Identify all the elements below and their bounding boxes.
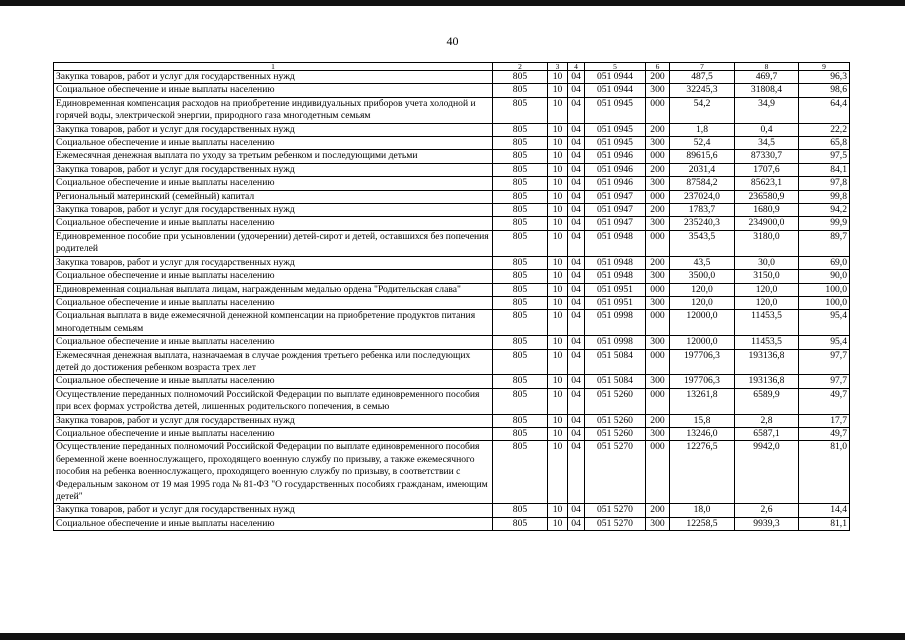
scan-edge-top bbox=[0, 0, 905, 6]
row-name: Закупка товаров, работ и услуг для государственных нужд bbox=[54, 123, 493, 136]
execution-percent: 17,7 bbox=[799, 414, 850, 427]
expense-type-code: 200 bbox=[646, 256, 670, 269]
execution-percent: 99,9 bbox=[799, 217, 850, 230]
table-row bbox=[54, 336, 850, 349]
column-number: 7 bbox=[670, 63, 735, 71]
target-item-code: 051 0944 bbox=[585, 84, 646, 97]
table-row bbox=[54, 190, 850, 203]
expense-type-code: 000 bbox=[646, 150, 670, 163]
execution-percent: 49,7 bbox=[799, 388, 850, 414]
expense-type-code: 300 bbox=[646, 427, 670, 440]
table-row bbox=[54, 177, 850, 190]
execution-percent: 22,2 bbox=[799, 123, 850, 136]
ved-code: 805 bbox=[493, 84, 548, 97]
expense-type-code: 200 bbox=[646, 163, 670, 176]
target-item-code: 051 0948 bbox=[585, 270, 646, 283]
table-row bbox=[54, 217, 850, 230]
planned-amount: 52,4 bbox=[670, 137, 735, 150]
section-code: 10 bbox=[548, 97, 568, 123]
actual-amount: 120,0 bbox=[735, 296, 799, 309]
table-row bbox=[54, 256, 850, 269]
scan-edge-bottom bbox=[0, 633, 905, 640]
section-code: 10 bbox=[548, 230, 568, 256]
target-item-code: 051 0946 bbox=[585, 163, 646, 176]
section-code: 10 bbox=[548, 177, 568, 190]
execution-percent: 81,0 bbox=[799, 441, 850, 504]
execution-percent: 99,8 bbox=[799, 190, 850, 203]
expense-type-code: 200 bbox=[646, 504, 670, 517]
target-item-code: 051 5260 bbox=[585, 414, 646, 427]
section-code: 10 bbox=[548, 336, 568, 349]
row-name: Единовременное пособие при усыновлении (удочерении) детей-сирот и детей, оставшихся без попечения родителей bbox=[54, 230, 493, 256]
planned-amount: 487,5 bbox=[670, 71, 735, 84]
expense-type-code: 300 bbox=[646, 336, 670, 349]
expense-type-code: 000 bbox=[646, 388, 670, 414]
row-name: Закупка товаров, работ и услуг для государственных нужд bbox=[54, 163, 493, 176]
target-item-code: 051 0946 bbox=[585, 177, 646, 190]
row-name: Осуществление переданных полномочий Российской Федерации по выплате единовременного пособия при всех формах устройства детей, лишенных родительского попечения, в семью bbox=[54, 388, 493, 414]
target-item-code: 051 0948 bbox=[585, 230, 646, 256]
actual-amount: 3150,0 bbox=[735, 270, 799, 283]
expense-type-code: 200 bbox=[646, 71, 670, 84]
actual-amount: 469,7 bbox=[735, 71, 799, 84]
subsection-code: 04 bbox=[568, 97, 585, 123]
planned-amount: 18,0 bbox=[670, 504, 735, 517]
actual-amount: 30,0 bbox=[735, 256, 799, 269]
section-code: 10 bbox=[548, 190, 568, 203]
column-number: 1 bbox=[54, 63, 493, 71]
table-row bbox=[54, 123, 850, 136]
subsection-code: 04 bbox=[568, 204, 585, 217]
table-row bbox=[54, 388, 850, 414]
execution-percent: 89,7 bbox=[799, 230, 850, 256]
execution-percent: 49,7 bbox=[799, 427, 850, 440]
execution-percent: 97,5 bbox=[799, 150, 850, 163]
target-item-code: 051 0998 bbox=[585, 310, 646, 336]
table-row bbox=[54, 427, 850, 440]
actual-amount: 85623,1 bbox=[735, 177, 799, 190]
section-code: 10 bbox=[548, 204, 568, 217]
subsection-code: 04 bbox=[568, 296, 585, 309]
execution-percent: 84,1 bbox=[799, 163, 850, 176]
table-row bbox=[54, 71, 850, 84]
ved-code: 805 bbox=[493, 190, 548, 203]
expense-type-code: 000 bbox=[646, 97, 670, 123]
planned-amount: 1,8 bbox=[670, 123, 735, 136]
actual-amount: 6589,9 bbox=[735, 388, 799, 414]
ved-code: 805 bbox=[493, 150, 548, 163]
row-name: Социальное обеспечение и иные выплаты населению bbox=[54, 427, 493, 440]
subsection-code: 04 bbox=[568, 217, 585, 230]
execution-percent: 97,7 bbox=[799, 349, 850, 375]
ved-code: 805 bbox=[493, 230, 548, 256]
actual-amount: 31808,4 bbox=[735, 84, 799, 97]
ved-code: 805 bbox=[493, 349, 548, 375]
ved-code: 805 bbox=[493, 414, 548, 427]
table-row bbox=[54, 283, 850, 296]
execution-percent: 95,4 bbox=[799, 310, 850, 336]
row-name: Ежемесячная денежная выплата по уходу за третьим ребенком и последующими детьми bbox=[54, 150, 493, 163]
actual-amount: 6587,1 bbox=[735, 427, 799, 440]
section-code: 10 bbox=[548, 517, 568, 530]
actual-amount: 87330,7 bbox=[735, 150, 799, 163]
expense-type-code: 300 bbox=[646, 270, 670, 283]
planned-amount: 13246,0 bbox=[670, 427, 735, 440]
ved-code: 805 bbox=[493, 388, 548, 414]
ved-code: 805 bbox=[493, 310, 548, 336]
execution-percent: 96,3 bbox=[799, 71, 850, 84]
actual-amount: 120,0 bbox=[735, 283, 799, 296]
expense-type-code: 000 bbox=[646, 190, 670, 203]
row-name: Единовременная компенсация расходов на приобретение индивидуальных приборов учета холодной и горячей воды, электрической энергии, природного газа многодетным семьям bbox=[54, 97, 493, 123]
execution-percent: 64,4 bbox=[799, 97, 850, 123]
target-item-code: 051 5270 bbox=[585, 504, 646, 517]
execution-percent: 100,0 bbox=[799, 283, 850, 296]
actual-amount: 2,6 bbox=[735, 504, 799, 517]
section-code: 10 bbox=[548, 84, 568, 97]
execution-percent: 94,2 bbox=[799, 204, 850, 217]
ved-code: 805 bbox=[493, 123, 548, 136]
target-item-code: 051 0951 bbox=[585, 296, 646, 309]
expense-type-code: 000 bbox=[646, 283, 670, 296]
subsection-code: 04 bbox=[568, 310, 585, 336]
expense-type-code: 000 bbox=[646, 349, 670, 375]
target-item-code: 051 5270 bbox=[585, 441, 646, 504]
row-name: Социальное обеспечение и иные выплаты населению bbox=[54, 217, 493, 230]
section-code: 10 bbox=[548, 123, 568, 136]
budget-table bbox=[53, 62, 850, 531]
planned-amount: 54,2 bbox=[670, 97, 735, 123]
ved-code: 805 bbox=[493, 256, 548, 269]
planned-amount: 120,0 bbox=[670, 296, 735, 309]
actual-amount: 2,8 bbox=[735, 414, 799, 427]
expense-type-code: 000 bbox=[646, 441, 670, 504]
subsection-code: 04 bbox=[568, 283, 585, 296]
subsection-code: 04 bbox=[568, 375, 585, 388]
expense-type-code: 300 bbox=[646, 177, 670, 190]
row-name: Закупка товаров, работ и услуг для государственных нужд bbox=[54, 414, 493, 427]
column-number: 5 bbox=[585, 63, 646, 71]
planned-amount: 235240,3 bbox=[670, 217, 735, 230]
expense-type-code: 300 bbox=[646, 375, 670, 388]
table-row bbox=[54, 97, 850, 123]
planned-amount: 1783,7 bbox=[670, 204, 735, 217]
row-name: Социальное обеспечение и иные выплаты населению bbox=[54, 137, 493, 150]
section-code: 10 bbox=[548, 296, 568, 309]
section-code: 10 bbox=[548, 414, 568, 427]
actual-amount: 193136,8 bbox=[735, 375, 799, 388]
table-row bbox=[54, 375, 850, 388]
subsection-code: 04 bbox=[568, 256, 585, 269]
column-number-row bbox=[54, 63, 850, 71]
table-row bbox=[54, 230, 850, 256]
row-name: Социальное обеспечение и иные выплаты населению bbox=[54, 296, 493, 309]
planned-amount: 87584,2 bbox=[670, 177, 735, 190]
planned-amount: 237024,0 bbox=[670, 190, 735, 203]
row-name: Осуществление переданных полномочий Российской Федерации по выплате единовременного пособия беременной жене военнослужащего, проходящего военную службу по призыву, а также ежемесячного пособия на ребенка военнослужащего, проходящего военную службу по призыву, в соответствии с Федеральным законом от 19 мая 1995 года № 81-ФЗ "О государственных пособиях гражданам, имеющим детей" bbox=[54, 441, 493, 504]
planned-amount: 13261,8 bbox=[670, 388, 735, 414]
execution-percent: 14,4 bbox=[799, 504, 850, 517]
target-item-code: 051 0947 bbox=[585, 190, 646, 203]
ved-code: 805 bbox=[493, 441, 548, 504]
ved-code: 805 bbox=[493, 71, 548, 84]
section-code: 10 bbox=[548, 427, 568, 440]
row-name: Закупка товаров, работ и услуг для государственных нужд bbox=[54, 204, 493, 217]
table-row bbox=[54, 349, 850, 375]
table-row bbox=[54, 84, 850, 97]
ved-code: 805 bbox=[493, 137, 548, 150]
planned-amount: 12276,5 bbox=[670, 441, 735, 504]
section-code: 10 bbox=[548, 388, 568, 414]
ved-code: 805 bbox=[493, 296, 548, 309]
table-row bbox=[54, 441, 850, 504]
actual-amount: 193136,8 bbox=[735, 349, 799, 375]
section-code: 10 bbox=[548, 71, 568, 84]
section-code: 10 bbox=[548, 441, 568, 504]
column-number: 6 bbox=[646, 63, 670, 71]
ved-code: 805 bbox=[493, 97, 548, 123]
actual-amount: 236580,9 bbox=[735, 190, 799, 203]
planned-amount: 12000,0 bbox=[670, 310, 735, 336]
section-code: 10 bbox=[548, 310, 568, 336]
planned-amount: 12000,0 bbox=[670, 336, 735, 349]
execution-percent: 65,8 bbox=[799, 137, 850, 150]
target-item-code: 051 0947 bbox=[585, 217, 646, 230]
expense-type-code: 000 bbox=[646, 310, 670, 336]
section-code: 10 bbox=[548, 375, 568, 388]
row-name: Закупка товаров, работ и услуг для государственных нужд bbox=[54, 71, 493, 84]
actual-amount: 9942,0 bbox=[735, 441, 799, 504]
row-name: Социальное обеспечение и иные выплаты населению bbox=[54, 375, 493, 388]
ved-code: 805 bbox=[493, 427, 548, 440]
expense-type-code: 300 bbox=[646, 84, 670, 97]
subsection-code: 04 bbox=[568, 388, 585, 414]
expense-type-code: 000 bbox=[646, 230, 670, 256]
actual-amount: 34,5 bbox=[735, 137, 799, 150]
section-code: 10 bbox=[548, 270, 568, 283]
subsection-code: 04 bbox=[568, 504, 585, 517]
subsection-code: 04 bbox=[568, 123, 585, 136]
expense-type-code: 300 bbox=[646, 517, 670, 530]
execution-percent: 98,6 bbox=[799, 84, 850, 97]
actual-amount: 9939,3 bbox=[735, 517, 799, 530]
row-name: Социальное обеспечение и иные выплаты населению bbox=[54, 270, 493, 283]
table-row bbox=[54, 504, 850, 517]
column-number: 9 bbox=[799, 63, 850, 71]
target-item-code: 051 0951 bbox=[585, 283, 646, 296]
subsection-code: 04 bbox=[568, 336, 585, 349]
ved-code: 805 bbox=[493, 283, 548, 296]
column-number: 3 bbox=[548, 63, 568, 71]
actual-amount: 0,4 bbox=[735, 123, 799, 136]
execution-percent: 97,7 bbox=[799, 375, 850, 388]
section-code: 10 bbox=[548, 256, 568, 269]
ved-code: 805 bbox=[493, 177, 548, 190]
ved-code: 805 bbox=[493, 163, 548, 176]
subsection-code: 04 bbox=[568, 414, 585, 427]
planned-amount: 32245,3 bbox=[670, 84, 735, 97]
table-row bbox=[54, 310, 850, 336]
subsection-code: 04 bbox=[568, 230, 585, 256]
table-row bbox=[54, 204, 850, 217]
target-item-code: 051 0946 bbox=[585, 150, 646, 163]
execution-percent: 95,4 bbox=[799, 336, 850, 349]
section-code: 10 bbox=[548, 163, 568, 176]
target-item-code: 051 5260 bbox=[585, 427, 646, 440]
actual-amount: 11453,5 bbox=[735, 336, 799, 349]
execution-percent: 81,1 bbox=[799, 517, 850, 530]
subsection-code: 04 bbox=[568, 270, 585, 283]
section-code: 10 bbox=[548, 283, 568, 296]
expense-type-code: 200 bbox=[646, 204, 670, 217]
ved-code: 805 bbox=[493, 375, 548, 388]
subsection-code: 04 bbox=[568, 150, 585, 163]
ved-code: 805 bbox=[493, 204, 548, 217]
table-row bbox=[54, 270, 850, 283]
row-name: Закупка товаров, работ и услуг для государственных нужд bbox=[54, 504, 493, 517]
target-item-code: 051 0947 bbox=[585, 204, 646, 217]
expense-type-code: 300 bbox=[646, 217, 670, 230]
planned-amount: 15,8 bbox=[670, 414, 735, 427]
target-item-code: 051 5260 bbox=[585, 388, 646, 414]
planned-amount: 3543,5 bbox=[670, 230, 735, 256]
table-row bbox=[54, 163, 850, 176]
subsection-code: 04 bbox=[568, 427, 585, 440]
expense-type-code: 300 bbox=[646, 137, 670, 150]
ved-code: 805 bbox=[493, 517, 548, 530]
planned-amount: 89615,6 bbox=[670, 150, 735, 163]
section-code: 10 bbox=[548, 349, 568, 375]
ved-code: 805 bbox=[493, 217, 548, 230]
expense-type-code: 300 bbox=[646, 296, 670, 309]
row-name: Закупка товаров, работ и услуг для государственных нужд bbox=[54, 256, 493, 269]
subsection-code: 04 bbox=[568, 163, 585, 176]
row-name: Социальное обеспечение и иные выплаты населению bbox=[54, 517, 493, 530]
column-number: 8 bbox=[735, 63, 799, 71]
subsection-code: 04 bbox=[568, 441, 585, 504]
target-item-code: 051 0998 bbox=[585, 336, 646, 349]
subsection-code: 04 bbox=[568, 177, 585, 190]
execution-percent: 97,8 bbox=[799, 177, 850, 190]
planned-amount: 43,5 bbox=[670, 256, 735, 269]
actual-amount: 3180,0 bbox=[735, 230, 799, 256]
planned-amount: 2031,4 bbox=[670, 163, 735, 176]
actual-amount: 11453,5 bbox=[735, 310, 799, 336]
table-row bbox=[54, 517, 850, 530]
subsection-code: 04 bbox=[568, 137, 585, 150]
target-item-code: 051 0945 bbox=[585, 123, 646, 136]
expense-type-code: 200 bbox=[646, 414, 670, 427]
actual-amount: 1680,9 bbox=[735, 204, 799, 217]
planned-amount: 197706,3 bbox=[670, 375, 735, 388]
section-code: 10 bbox=[548, 150, 568, 163]
planned-amount: 197706,3 bbox=[670, 349, 735, 375]
subsection-code: 04 bbox=[568, 84, 585, 97]
column-number: 2 bbox=[493, 63, 548, 71]
subsection-code: 04 bbox=[568, 349, 585, 375]
expense-type-code: 200 bbox=[646, 123, 670, 136]
row-name: Социальное обеспечение и иные выплаты населению bbox=[54, 177, 493, 190]
section-code: 10 bbox=[548, 504, 568, 517]
table-row bbox=[54, 296, 850, 309]
target-item-code: 051 5270 bbox=[585, 517, 646, 530]
page-number: 40 bbox=[446, 34, 459, 48]
row-name: Социальное обеспечение и иные выплаты населению bbox=[54, 336, 493, 349]
target-item-code: 051 5084 bbox=[585, 375, 646, 388]
table-row bbox=[54, 414, 850, 427]
target-item-code: 051 5084 bbox=[585, 349, 646, 375]
actual-amount: 34,9 bbox=[735, 97, 799, 123]
ved-code: 805 bbox=[493, 336, 548, 349]
subsection-code: 04 bbox=[568, 517, 585, 530]
execution-percent: 90,0 bbox=[799, 270, 850, 283]
execution-percent: 100,0 bbox=[799, 296, 850, 309]
section-code: 10 bbox=[548, 217, 568, 230]
column-number: 4 bbox=[568, 63, 585, 71]
planned-amount: 120,0 bbox=[670, 283, 735, 296]
ved-code: 805 bbox=[493, 504, 548, 517]
actual-amount: 1707,6 bbox=[735, 163, 799, 176]
target-item-code: 051 0945 bbox=[585, 97, 646, 123]
subsection-code: 04 bbox=[568, 190, 585, 203]
section-code: 10 bbox=[548, 137, 568, 150]
target-item-code: 051 0944 bbox=[585, 71, 646, 84]
row-name: Региональный материнский (семейный) капитал bbox=[54, 190, 493, 203]
target-item-code: 051 0948 bbox=[585, 256, 646, 269]
target-item-code: 051 0945 bbox=[585, 137, 646, 150]
table-row bbox=[54, 137, 850, 150]
subsection-code: 04 bbox=[568, 71, 585, 84]
ved-code: 805 bbox=[493, 270, 548, 283]
table-row bbox=[54, 150, 850, 163]
row-name: Социальная выплата в виде ежемесячной денежной компенсации на приобретение продуктов питания многодетным семьям bbox=[54, 310, 493, 336]
actual-amount: 234900,0 bbox=[735, 217, 799, 230]
row-name: Ежемесячная денежная выплата, назначаемая в случае рождения третьего ребенка или последующих детей до достижения ребенком возраста трех лет bbox=[54, 349, 493, 375]
execution-percent: 69,0 bbox=[799, 256, 850, 269]
planned-amount: 3500,0 bbox=[670, 270, 735, 283]
planned-amount: 12258,5 bbox=[670, 517, 735, 530]
row-name: Социальное обеспечение и иные выплаты населению bbox=[54, 84, 493, 97]
row-name: Единовременная социальная выплата лицам, награжденным медалью ордена "Родительская слава" bbox=[54, 283, 493, 296]
